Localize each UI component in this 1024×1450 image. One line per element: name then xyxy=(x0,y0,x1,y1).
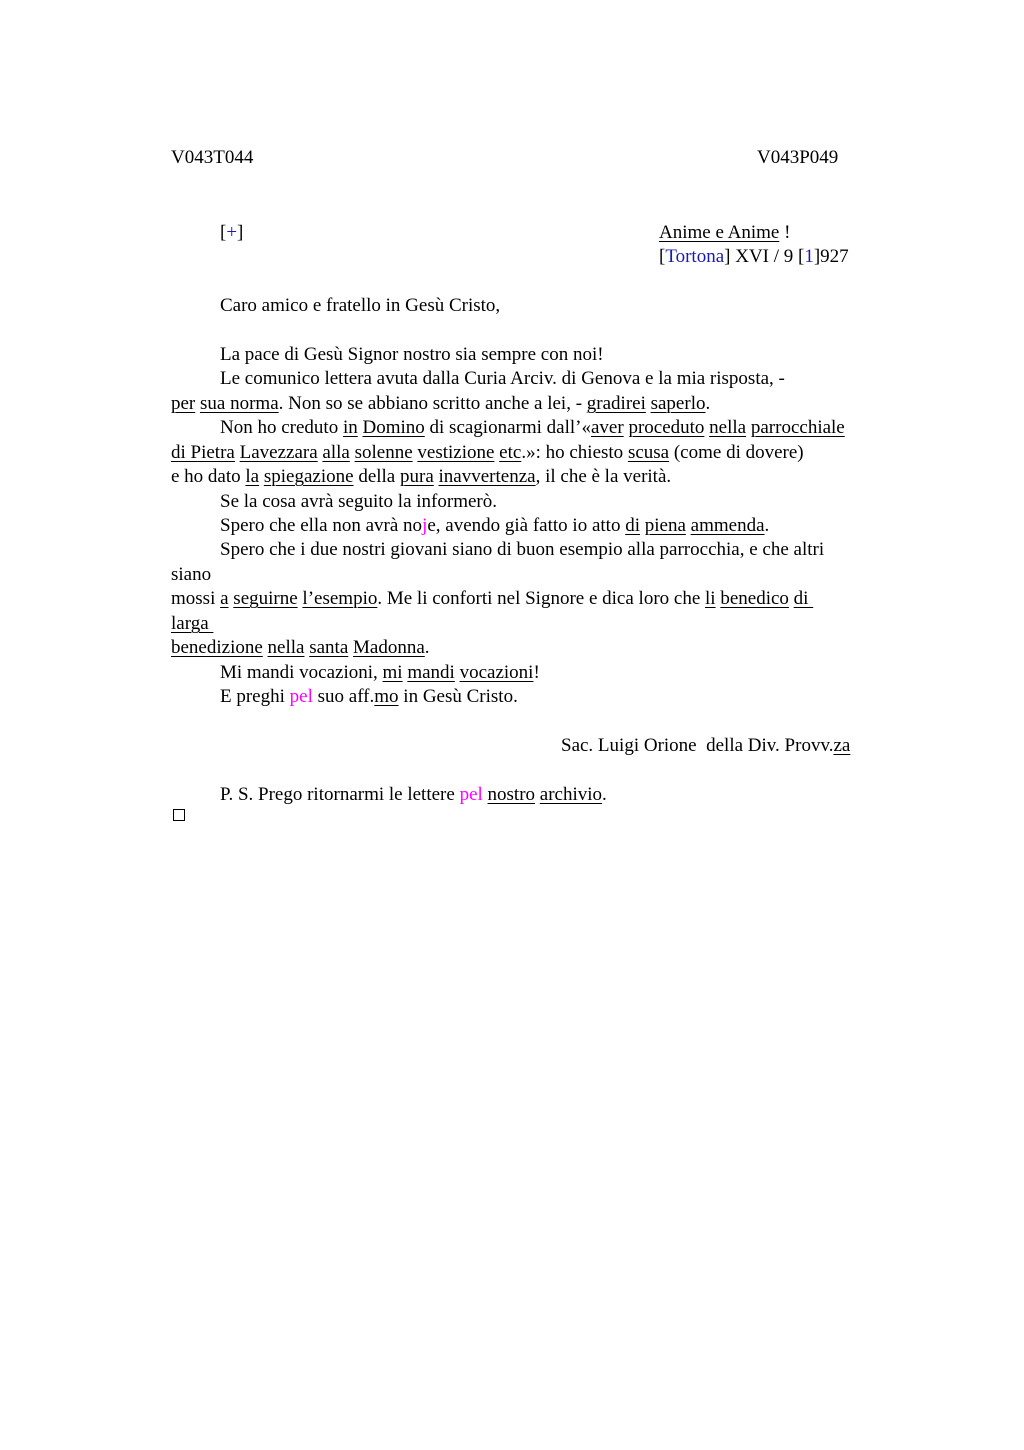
postscript: P. S. Prego ritornarmi le lettere pel nostro archivio. xyxy=(220,784,607,805)
end-square-icon xyxy=(173,809,185,821)
body-line: Se la cosa avrà seguito la informerò. xyxy=(220,491,497,512)
doc-code-left: V043T044 xyxy=(171,147,254,168)
salutation: Caro amico e fratello in Gesù Cristo, xyxy=(220,295,501,316)
body-line: E preghi pel suo aff.mo in Gesù Cristo. xyxy=(220,686,518,707)
body-line: mossi a seguirne l’esempio. Me li conforti nel Signore e dica loro che li benedico di xyxy=(171,588,814,609)
body-line: La pace di Gesù Signor nostro sia sempre con noi! xyxy=(220,344,604,365)
dateline: [Tortona] XVI / 9 [1]927 xyxy=(659,246,849,267)
body-line: Non ho creduto in Domino di scagionarmi dall’«aver proceduto nella parrocchiale xyxy=(220,417,845,438)
body-line: Mi mandi vocazioni, mi mandi vocazioni! xyxy=(220,662,540,683)
body-line: e ho dato la spiegazione della pura inavvertenza, il che è la verità. xyxy=(171,466,672,487)
body-line: larga xyxy=(171,613,214,634)
body-line: Spero che ella non avrà noje, avendo già fatto io atto di piena ammenda. xyxy=(220,515,770,536)
letter-title: Anime e Anime ! xyxy=(659,222,791,243)
cross-mark: [+] xyxy=(220,222,244,243)
body-line: Le comunico lettera avuta dalla Curia Arciv. di Genova e la mia risposta, - xyxy=(220,368,785,389)
body-line: benedizione nella santa Madonna. xyxy=(171,637,430,658)
body-line: siano xyxy=(171,564,212,585)
body-line: per sua norma. Non so se abbiano scritto anche a lei, - gradirei saperlo. xyxy=(171,393,711,414)
signature: Sac. Luigi Orione della Div. Provv.za xyxy=(561,735,851,756)
body-line: di Pietra Lavezzara alla solenne vestizione etc.»: ho chiesto scusa (come di dovere) xyxy=(171,442,804,463)
body-line: Spero che i due nostri giovani siano di buon esempio alla parrocchia, e che altri xyxy=(220,539,825,560)
doc-code-right: V043P049 xyxy=(757,147,839,168)
